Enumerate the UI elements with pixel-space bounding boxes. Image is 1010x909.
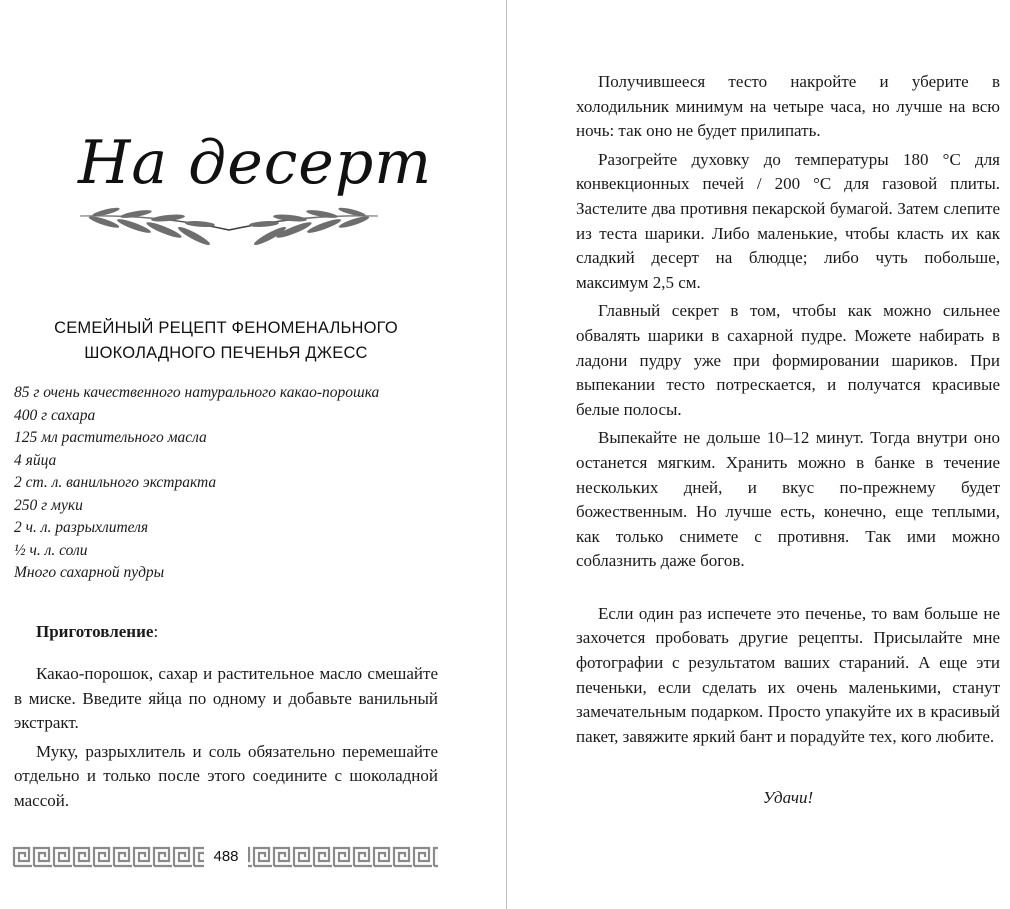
paragraph: Какао-порошок, сахар и растительное масло смешайте в миске. Введите яйца по одному и добавьте ванильный экстракт. <box>14 664 438 733</box>
page-gutter <box>506 0 507 909</box>
ingredient-item: 250 г муки <box>14 496 83 514</box>
chapter-title: На десерт <box>78 128 433 198</box>
paragraph: Главный секрет в том, чтобы как можно сильнее обвалять шарики в сахарной пудре. Можете набирать в ладони пудру уже при формировании шариков. При выпекании тесто потрескается, и получатся красивые белые полосы. <box>576 301 1000 419</box>
paragraph-gap <box>576 578 1000 602</box>
sign-off: Удачи! <box>762 788 814 807</box>
left-body-text <box>14 662 438 818</box>
ingredient-item: 400 г сахара <box>14 406 96 424</box>
preparation-heading-text: Приготовление <box>36 622 154 641</box>
paragraph: Муку, разрыхлитель и соль обязательно перемешайте отдельно и только после этого соедините с шоколадной массой. <box>14 741 438 810</box>
recipe-title <box>14 316 438 366</box>
closing-paragraph: Если один раз испечете это печенье, то вам больше не захочется пробовать другие рецепты. Присылайте мне фотографии с результатом ваших стараний. А еще эти печеньки, если сделать их очень маленькими, станут замечательным подарком. Просто упакуйте их в красивый пакет, завяжите яркий бант и порадуйте тех, кого любите. <box>576 603 1000 746</box>
recipe-title-line: СЕМЕЙНЫЙ РЕЦЕПТ ФЕНОМЕНАЛЬНОГО <box>54 319 398 337</box>
ingredient-item: ½ ч. л. соли <box>14 541 88 559</box>
recipe-title-line: ШОКОЛАДНОГО ПЕЧЕНЬЯ ДЖЕСС <box>84 344 368 362</box>
paragraph: Разогрейте духовку до температуры 180 °С для конвекционных печей / 200 °С для газовой плиты. Застелите два противня пекарской бумагой. Затем слепите из теста шарики. Либо маленькие, чтобы класть их как сладкий десерт на блюдце; либо чуть побольше, максимум 2,5 см. <box>576 149 1000 292</box>
ingredient-item: Много сахарной пудры <box>14 564 165 581</box>
preparation-heading <box>36 621 158 643</box>
laurel-ornament-icon <box>76 198 382 252</box>
preparation-heading-colon: : <box>153 622 159 641</box>
ingredients-list <box>14 382 454 585</box>
page-number: 488 <box>204 846 248 868</box>
ingredient-item: 2 ст. л. ванильного экстракта <box>14 474 217 491</box>
ingredient-item: 85 г очень качественного натурального какао-порошка <box>14 384 380 401</box>
ingredient-item: 2 ч. л. разрыхлителя <box>14 519 149 536</box>
ingredient-item: 4 яйца <box>14 451 57 469</box>
paragraph: Получившееся тесто накройте и уберите в холодильник минимум на четыре часа, но лучше на всю ночь: так оно не будет прилипать. <box>576 72 1000 141</box>
paragraph: Выпекайте не дольше 10–12 минут. Тогда внутри оно останется мягким. Хранить можно в банке в течение нескольких дней, и вкус по-прежнему будет божественным. Но лучше есть, конечно, еще теплыми, как только снимете с противня. Так ими можно соблазнить даже богов. <box>576 428 1000 571</box>
ingredient-item: 125 мл растительного масла <box>14 429 207 446</box>
right-body-text <box>576 70 1000 753</box>
